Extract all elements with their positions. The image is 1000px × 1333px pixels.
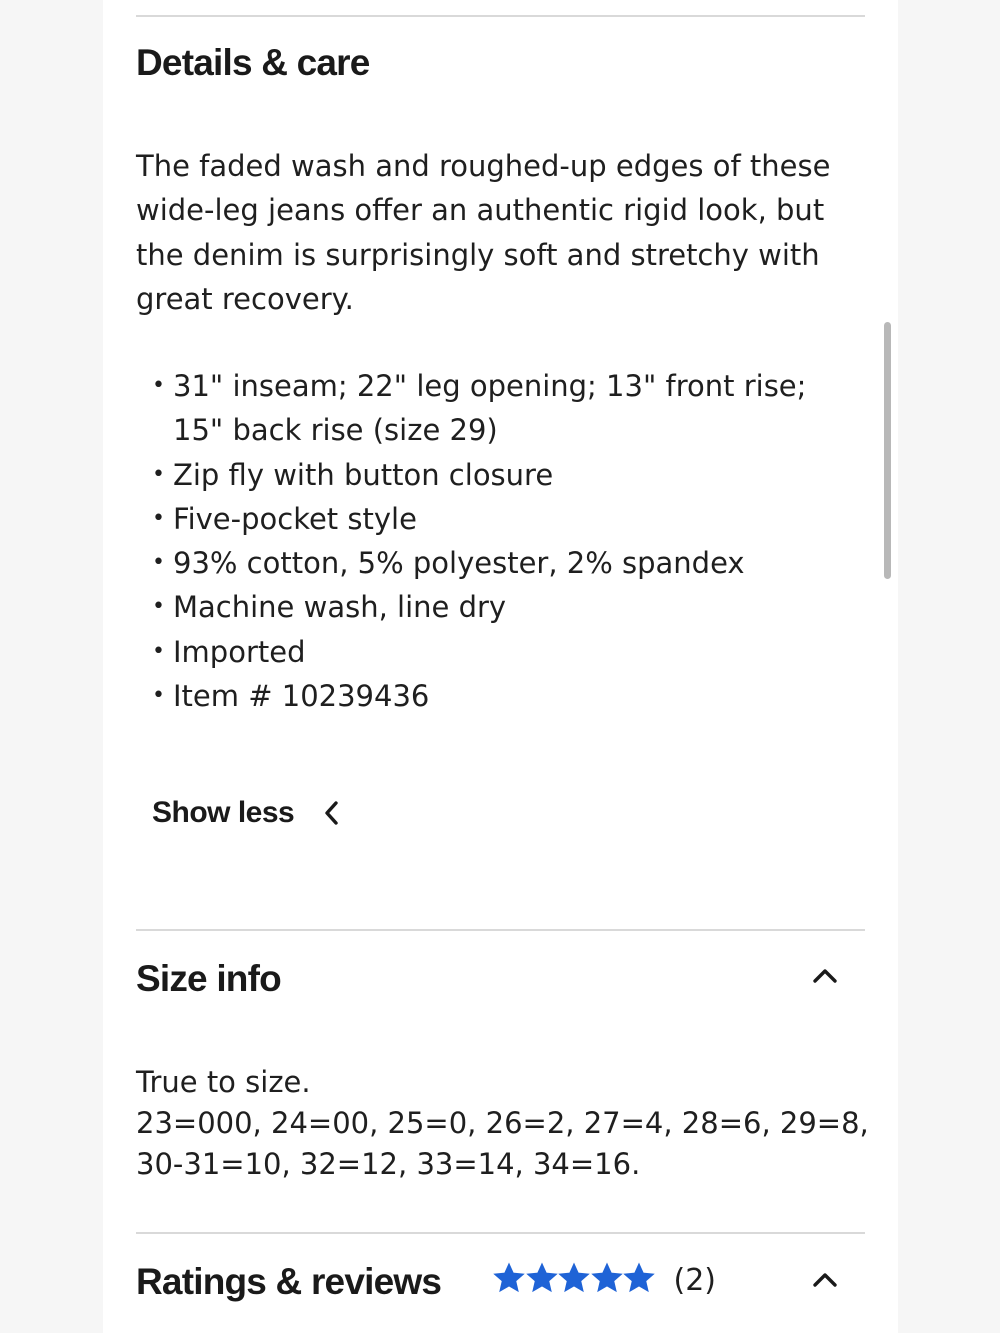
details-bullet: • 31" inseam; 22" leg opening; 13" front rise; 15" back rise (size 29) [152,364,852,453]
details-bullet: • Five-pocket style [152,497,852,541]
details-bullet: • Machine wash, line dry [152,585,852,629]
section-divider [136,1232,865,1234]
star-icon [591,1262,623,1294]
rating-summary[interactable] [493,1262,716,1298]
size-info-text [136,1062,869,1185]
size-info-line: 23=000, 24=00, 25=0, 26=2, 27=4, 28=6, 29=8, [136,1106,869,1140]
review-count: (2) [673,1262,716,1298]
size-info-line: True to size. [136,1065,311,1099]
star-icon [526,1262,558,1294]
star-icon [558,1262,590,1294]
details-bullet: • 93% cotton, 5% polyester, 2% spandex [152,541,852,585]
details-bullet: • Item # 10239436 [152,674,852,718]
show-less-button[interactable] [152,796,342,830]
details-bullet-list [152,364,852,718]
ratings-reviews-heading[interactable]: Ratings & reviews [136,1261,442,1302]
details-care-heading: Details & care [136,42,370,83]
chevron-up-icon[interactable] [812,966,838,984]
details-description: The faded wash and roughed-up edges of these wide-leg jeans offer an authentic rigid look, but the denim is surprisingly soft and stretchy with great recovery. [136,149,831,316]
chevron-up-icon[interactable] [812,1270,838,1288]
size-info-heading[interactable]: Size info [136,958,281,999]
size-info-line: 30-31=10, 32=12, 33=14, 34=16. [136,1147,641,1181]
chevron-left-icon [322,798,342,828]
section-divider [136,15,865,17]
scrollbar-thumb[interactable] [884,322,891,579]
section-divider [136,929,865,931]
star-icon [493,1262,525,1294]
details-bullet: • Imported [152,630,852,674]
star-icon [623,1262,655,1294]
show-less-label: Show less [152,796,295,829]
star-rating [493,1262,656,1298]
details-bullet: • Zip fly with button closure [152,453,852,497]
